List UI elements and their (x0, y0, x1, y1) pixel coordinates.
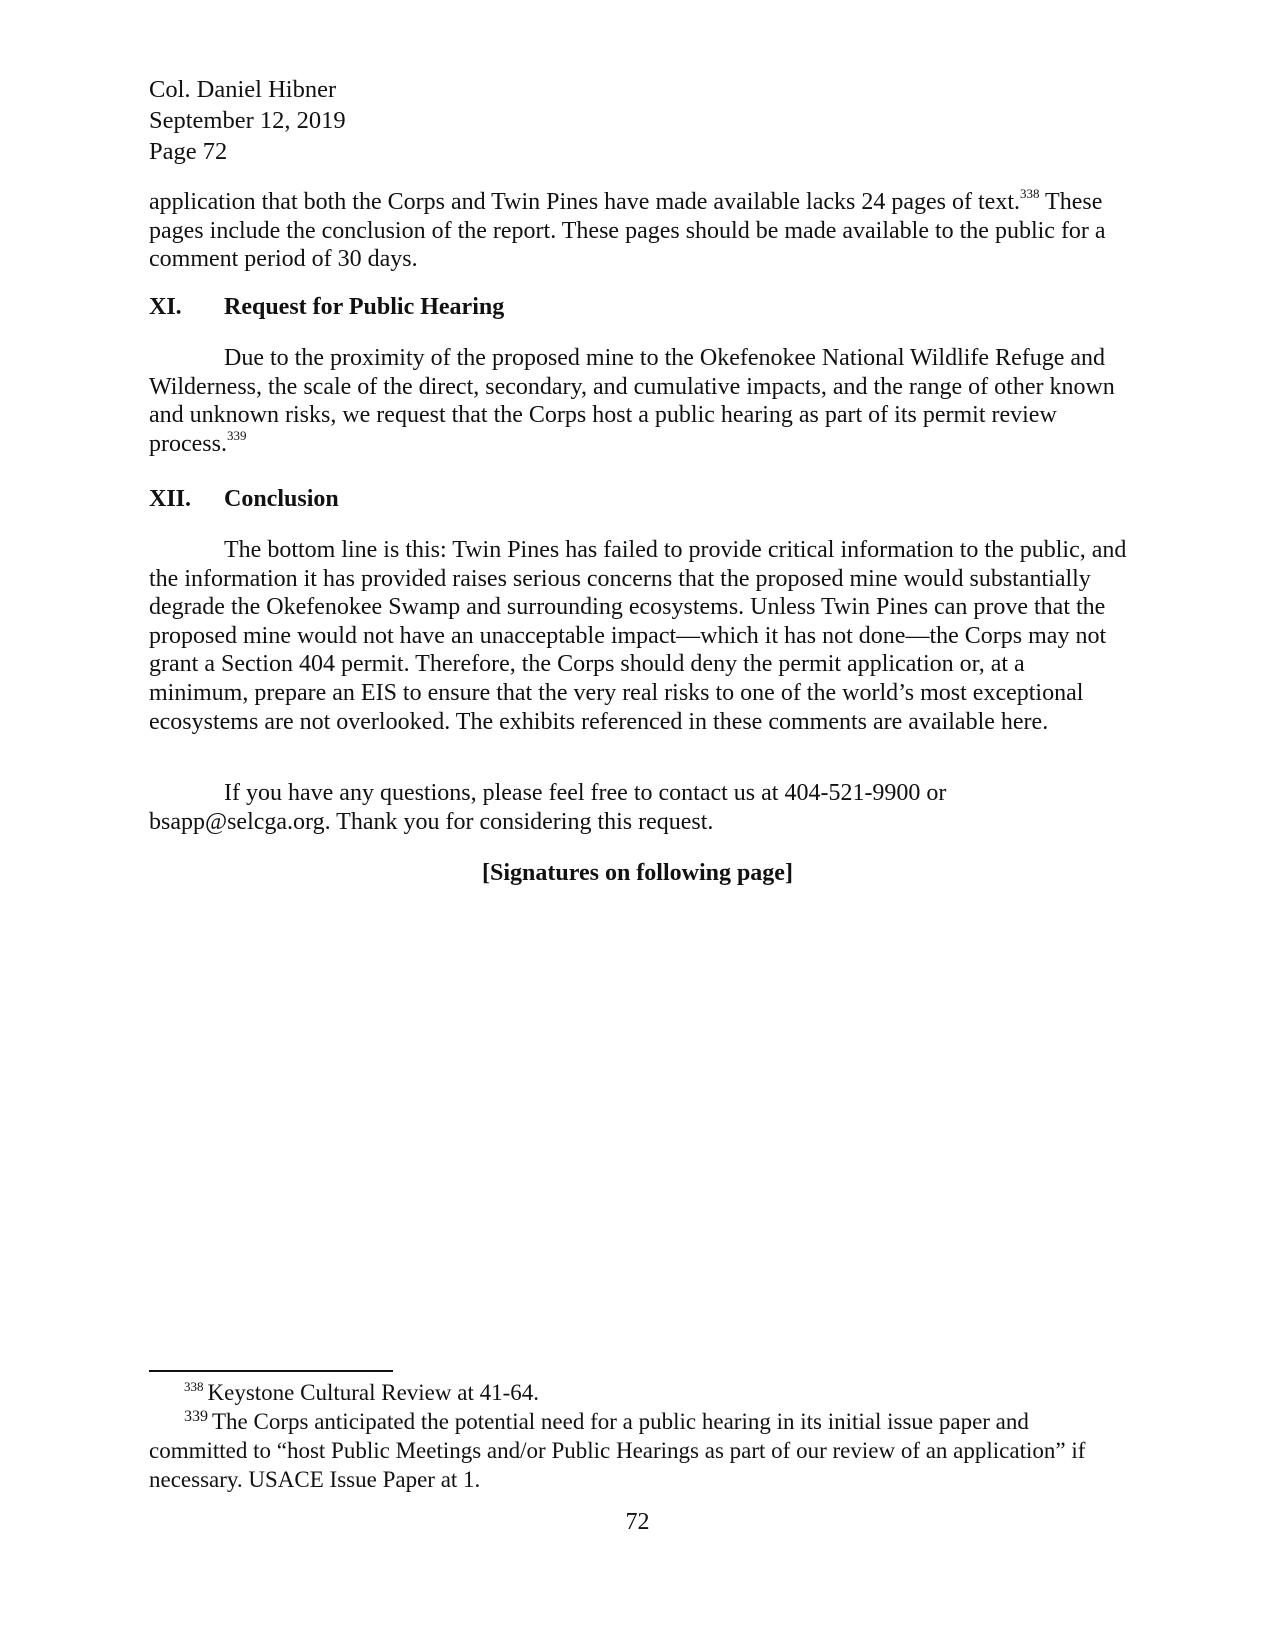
footnote-ref-338: 338 (1019, 186, 1040, 201)
paragraph-text: If you have any questions, please feel free to contact us at 404-521-9900 or bsapp@selcga.org. Thank you for considering this request. (149, 780, 947, 835)
footnote-ref-339: 339 (226, 427, 247, 443)
section-number: XI. (149, 294, 182, 320)
page-label: Page 72 (149, 138, 228, 165)
paragraph-text: The bottom line is this: Twin Pines has failed to provide critical information to the public, and the information it has provided raises serious concerns that the proposed mine would substantially degrade the Okefenokee Swamp and surrounding ecosystems. Unless Twin Pines can prove that the proposed mine would not have an unacceptable impact—which it has not done—the Corps may not grant a Section 404 permit. Therefore, the Corps should deny the permit application or, at a minimum, prepare an EIS to ensure that the very real risks to one of the world’s most exceptional ecosystems are not overlooked. The exhibits referenced in these comments are available here. (149, 537, 1127, 735)
footnote-marker: 339 (184, 1408, 208, 1425)
paragraph-text-rest: These pages include the conclusion of the report. These pages should be made available to the public for a comment period of 30 days. (149, 189, 1106, 273)
section-heading-xii (149, 485, 339, 513)
letter-date: September 12, 2019 (149, 107, 346, 134)
footnote-338 (149, 1378, 1129, 1407)
section-title: Request for Public Hearing (224, 294, 505, 320)
paragraph-text: application that both the Corps and Twin Pines have made available lacks 24 pages of text. (149, 189, 1020, 215)
recipient-name: Col. Daniel Hibner (149, 76, 337, 103)
footnote-339 (149, 1407, 1129, 1494)
paragraph-continuation (149, 188, 1129, 274)
footnotes (149, 1378, 1129, 1494)
footnote-text: The Corps anticipated the potential need for a public hearing in its initial issue paper and committed to “host Public Meetings and/or Public Hearings as part of our review of an application” if necessary. USACE Issue Paper at 1. (149, 1409, 1086, 1492)
signatures-note: [Signatures on following page] (482, 860, 793, 886)
paragraph-contact (149, 779, 1129, 836)
letter-header (149, 74, 346, 167)
section-title: Conclusion (224, 486, 339, 512)
paragraph-public-hearing (149, 344, 1129, 458)
section-heading-xi (149, 293, 504, 321)
paragraph-conclusion (149, 536, 1129, 736)
section-number: XII. (149, 486, 192, 512)
footnote-divider (149, 1370, 393, 1372)
paragraph-text: Due to the proximity of the proposed mine to the Okefenokee National Wildlife Refuge and Wilderness, the scale of the direct, secondary, and cumulative impacts, and the range of other known and unknown risks, we request that the Corps host a public hearing as part of its permit review process. (149, 345, 1115, 457)
footnote-text: Keystone Cultural Review at 41-64. (207, 1380, 540, 1405)
footnote-marker: 338 (184, 1379, 204, 1394)
page-number: 72 (625, 1509, 650, 1535)
